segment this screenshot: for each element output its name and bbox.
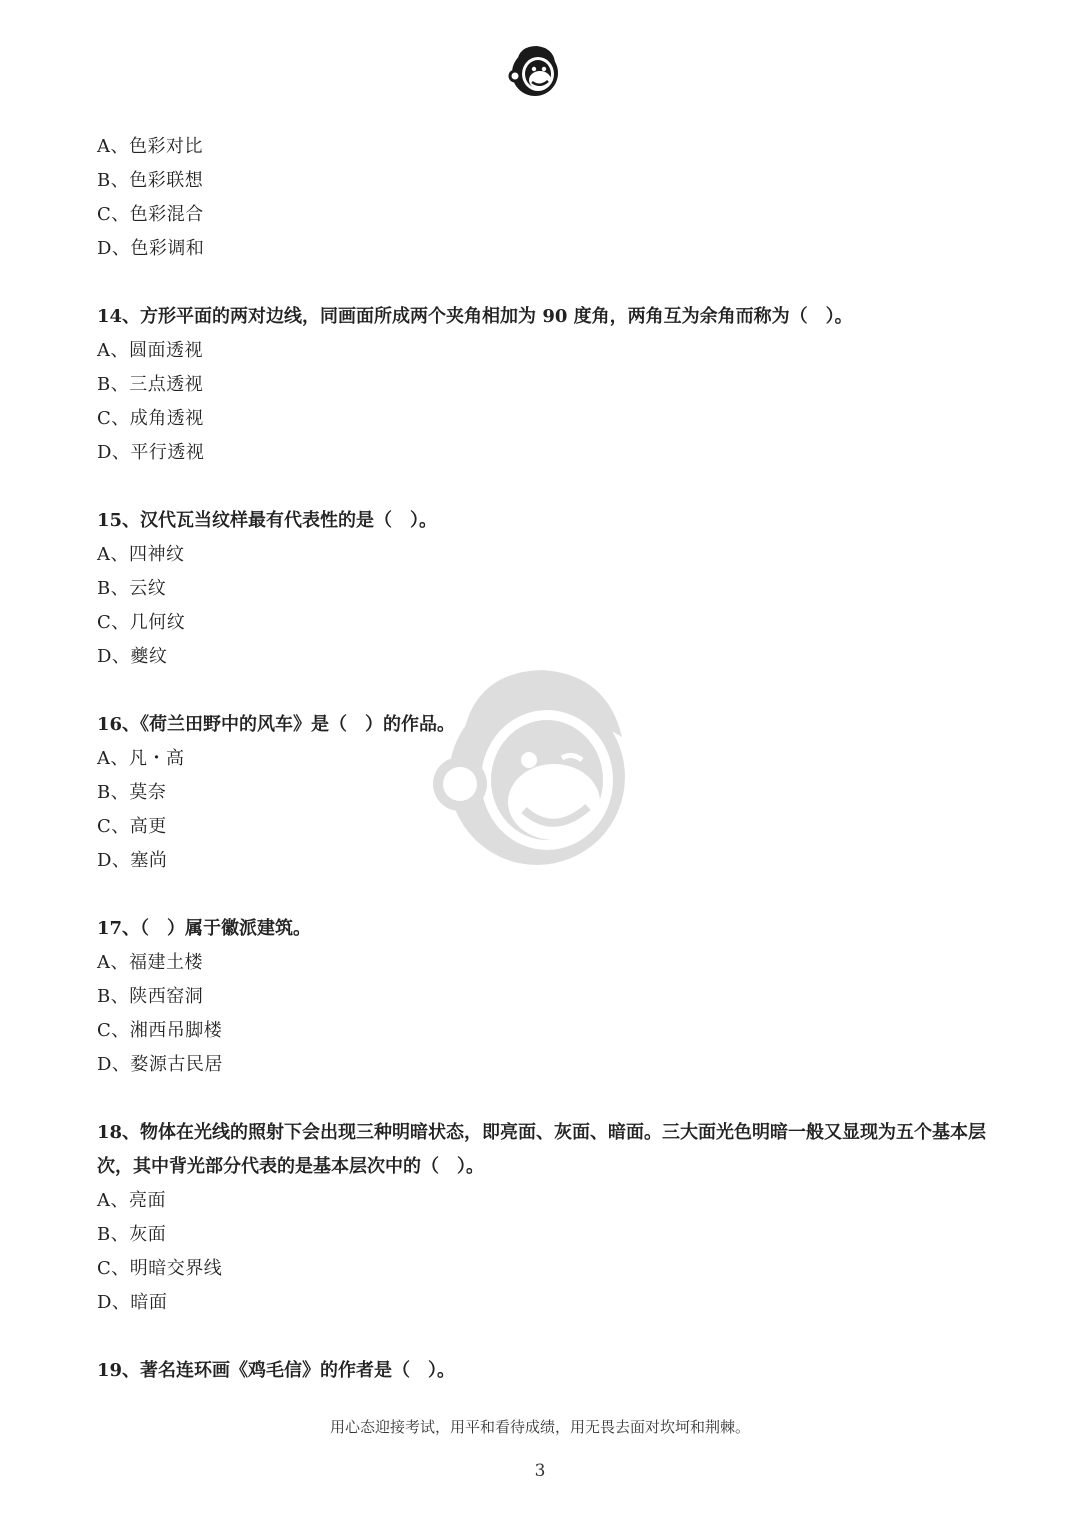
option-b: B、云纹	[97, 578, 167, 599]
question-list	[97, 130, 997, 1422]
option-d: D、夔纹	[97, 646, 168, 667]
question-block-18	[97, 1116, 997, 1320]
page-number: 3	[534, 1461, 546, 1481]
footer-quote: 用心态迎接考试，用平和看待成绩，用无畏去面对坎坷和荆棘。	[329, 1418, 750, 1436]
option-d: D、暗面	[97, 1292, 168, 1313]
monkey-logo-icon	[505, 40, 565, 100]
option-a: A、福建土楼	[97, 952, 203, 973]
option-b: B、莫奈	[97, 782, 167, 803]
option-d: D、塞尚	[97, 850, 168, 871]
option-b: B、三点透视	[97, 374, 204, 395]
option-c: C、几何纹	[97, 612, 186, 633]
option-c: C、成角透视	[97, 408, 204, 429]
question-text: 17、（ ）属于徽派建筑。	[97, 918, 312, 939]
option-c: C、高更	[97, 816, 167, 837]
option-a: A、四神纹	[97, 544, 185, 565]
option-c: C、色彩混合	[97, 204, 204, 225]
option-a: A、凡・高	[97, 748, 185, 769]
question-block-14	[97, 300, 997, 470]
option-d: D、婺源古民居	[97, 1054, 223, 1075]
question-text: 14、方形平面的两对边线，同画面所成两个夹角相加为 90 度角，两角互为余角而称为（ ）。	[97, 306, 853, 327]
question-text: 18、物体在光线的照射下会出现三种明暗状态，即亮面、灰面、暗面。三大面光色明暗一般又显现为五个基本层次，其中背光部分代表的是基本层次中的（ ）。	[97, 1122, 987, 1177]
option-a: A、亮面	[97, 1190, 166, 1211]
question-text: 16、《荷兰田野中的风车》是（ ）的作品。	[97, 714, 456, 735]
option-d: D、色彩调和	[97, 238, 205, 259]
question-block-16	[97, 708, 997, 878]
option-a: A、色彩对比	[97, 136, 203, 157]
option-b: B、灰面	[97, 1224, 167, 1245]
option-d: D、平行透视	[97, 442, 205, 463]
question-block-19	[97, 1354, 997, 1388]
question-block-17	[97, 912, 997, 1082]
option-b: B、色彩联想	[97, 170, 204, 191]
option-a: A、圆面透视	[97, 340, 203, 361]
option-c: C、明暗交界线	[97, 1258, 223, 1279]
question-text: 19、著名连环画《鸡毛信》的作者是（ ）。	[97, 1360, 456, 1381]
question-text: 15、汉代瓦当纹样最有代表性的是（ ）。	[97, 510, 438, 531]
option-b: B、陕西窑洞	[97, 986, 204, 1007]
question-block-15	[97, 504, 997, 674]
question-block-13	[97, 130, 997, 266]
option-c: C、湘西吊脚楼	[97, 1020, 223, 1041]
